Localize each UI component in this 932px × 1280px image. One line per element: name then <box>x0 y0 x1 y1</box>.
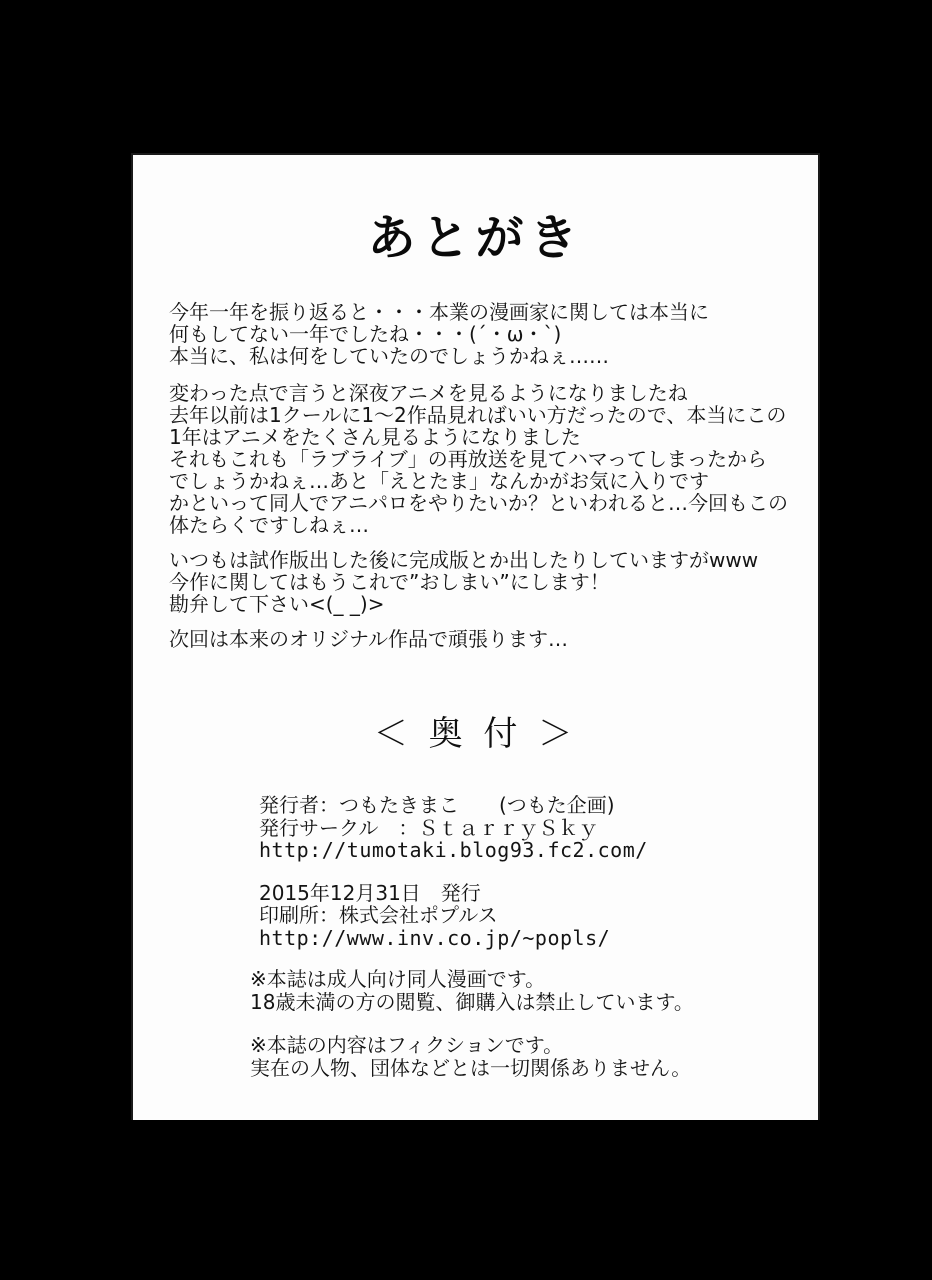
notice-line: ※本誌の内容はフィクションです。 <box>250 1033 564 1057</box>
colophon-publisher-block <box>259 794 818 862</box>
afterword-paragraph-2 <box>169 382 792 536</box>
colophon-heading: ＜ 奥 付 ＞ <box>373 714 578 754</box>
afterword-line: 勘弁して下さい<(_ _)> <box>169 592 385 616</box>
printer-url: http://www.inv.co.jp/~popls/ <box>259 925 611 950</box>
afterword-line: 本当に、私は何をしていたのでしょうかねぇ…… <box>169 344 609 368</box>
afterword-line: 今作に関してはもうこれで”おしまい”にします！ <box>169 570 610 594</box>
afterword-line: 変わった点で言うと深夜アニメを見るようになりましたね <box>169 381 688 405</box>
circle-line: 発行サークル ：ＳｔａｒｒｙＳｋｙ <box>259 815 599 840</box>
adult-notice <box>250 968 818 1013</box>
notice-line: 実在の人物、団体などとは一切関係ありません。 <box>250 1055 692 1080</box>
afterword-line: 1年はアニメをたくさん見るようになりました <box>169 425 581 449</box>
afterword-paragraph-4 <box>169 628 792 650</box>
publisher-line: 発行者：つもたきまこ (つもた企画) <box>259 793 615 817</box>
afterword-title: あとがき <box>367 210 584 266</box>
circle-url: http://tumotaki.blog93.fc2.com/ <box>259 838 648 862</box>
afterword-paragraph-1 <box>169 301 792 367</box>
afterword-line: 去年以前は1クールに1～2作品見ればいい方だったので、本当にこの <box>169 403 787 427</box>
afterword-line: いつもは試作版出した後に完成版とか出したりしていますがwww <box>169 548 759 572</box>
afterword-paragraph-3 <box>169 549 792 615</box>
afterword-line: でしょうかねぇ…あと「えとたま」なんかがお気に入りです <box>169 469 709 493</box>
doujinshi-afterword-page <box>131 153 820 1120</box>
afterword-line: 体たらくですしねぇ… <box>169 513 369 537</box>
afterword-line: 何もしてない一年でしたね・・・(´・ω・`) <box>169 322 562 346</box>
fiction-notice <box>250 1034 818 1079</box>
printer-line: 印刷所：株式会社ポプルス <box>259 903 498 927</box>
afterword-line: それもこれも「ラブライブ」の再放送を見てハマってしまったから <box>169 447 767 471</box>
afterword-line: かといって同人でアニパロをやりたいか？といわれると…今回もこの <box>169 491 788 515</box>
notice-line: 18歳未満の方の閲覧、御購入は禁止しています。 <box>250 989 694 1014</box>
afterword-line: 次回は本来のオリジナル作品で頑張ります… <box>169 627 568 651</box>
publish-date-line: 2015年12月31日 発行 <box>259 880 481 905</box>
notice-line: ※本誌は成人向け同人漫画です。 <box>250 967 546 991</box>
afterword-line: 今年一年を振り返ると・・・本業の漫画家に関しては本当に <box>169 300 709 324</box>
colophon-print-block <box>259 882 818 950</box>
